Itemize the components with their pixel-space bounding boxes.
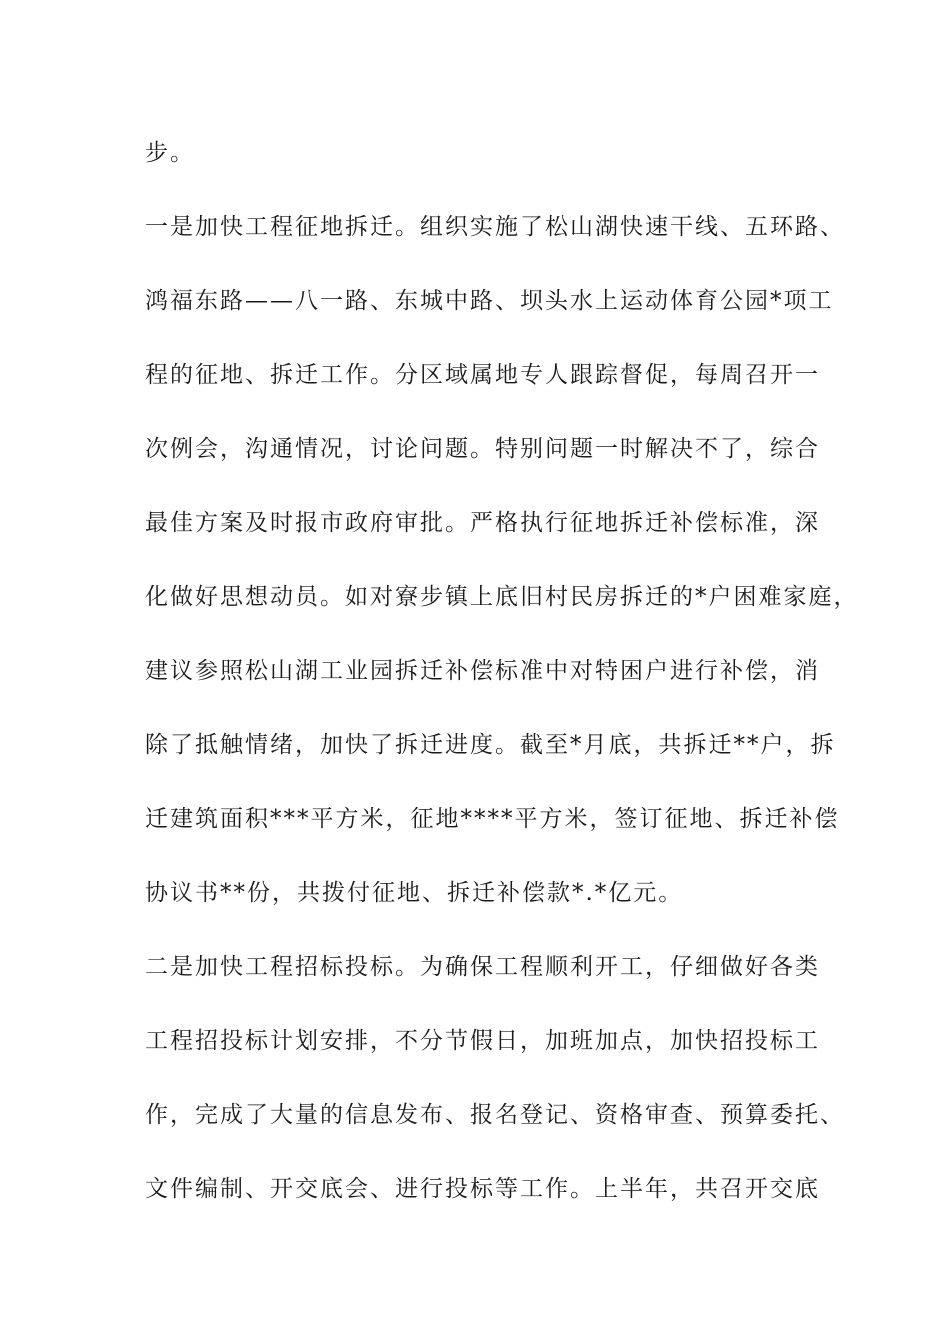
text-line: 迁建筑面积***平方米，征地****平方米，签订征地、拆迁补偿: [145, 806, 840, 832]
text-line: 除了抵触情绪，加快了拆迁进度。截至*月底，共拆迁**户，拆: [145, 732, 836, 758]
text-line: 次例会，沟通情况，讨论问题。特别问题一时解决不了，综合: [145, 436, 820, 462]
text-line: 鸿福东路——八一路、东城中路、坝头水上运动体育公园*项工: [145, 288, 834, 314]
text-line: 化做好思想动员。如对寮步镇上底旧村民房拆迁的*户困难家庭，: [145, 584, 859, 610]
text-line: 最佳方案及时报市政府审批。严格执行征地拆迁补偿标准，深: [145, 510, 820, 536]
text-line: 步。: [145, 140, 195, 166]
text-line: 一是加快工程征地拆迁。组织实施了松山湖快速干线、五环路、: [145, 214, 845, 240]
text-line: 协议书**份，共拨付征地、拆迁补偿款*.*亿元。: [145, 880, 684, 906]
text-line: 建议参照松山湖工业园拆迁补偿标准中对特困户进行补偿，消: [145, 658, 820, 684]
text-line: 文件编制、开交底会、进行投标等工作。上半年，共召开交底: [145, 1176, 820, 1202]
text-line: 作，完成了大量的信息发布、报名登记、资格审查、预算委托、: [145, 1102, 845, 1128]
text-line: 二是加快工程招标投标。为确保工程顺利开工，仔细做好各类: [145, 954, 820, 980]
text-line: 程的征地、拆迁工作。分区域属地专人跟踪督促，每周召开一: [145, 362, 820, 388]
text-line: 工程招投标计划安排，不分节假日，加班加点，加快招投标工: [145, 1028, 820, 1054]
